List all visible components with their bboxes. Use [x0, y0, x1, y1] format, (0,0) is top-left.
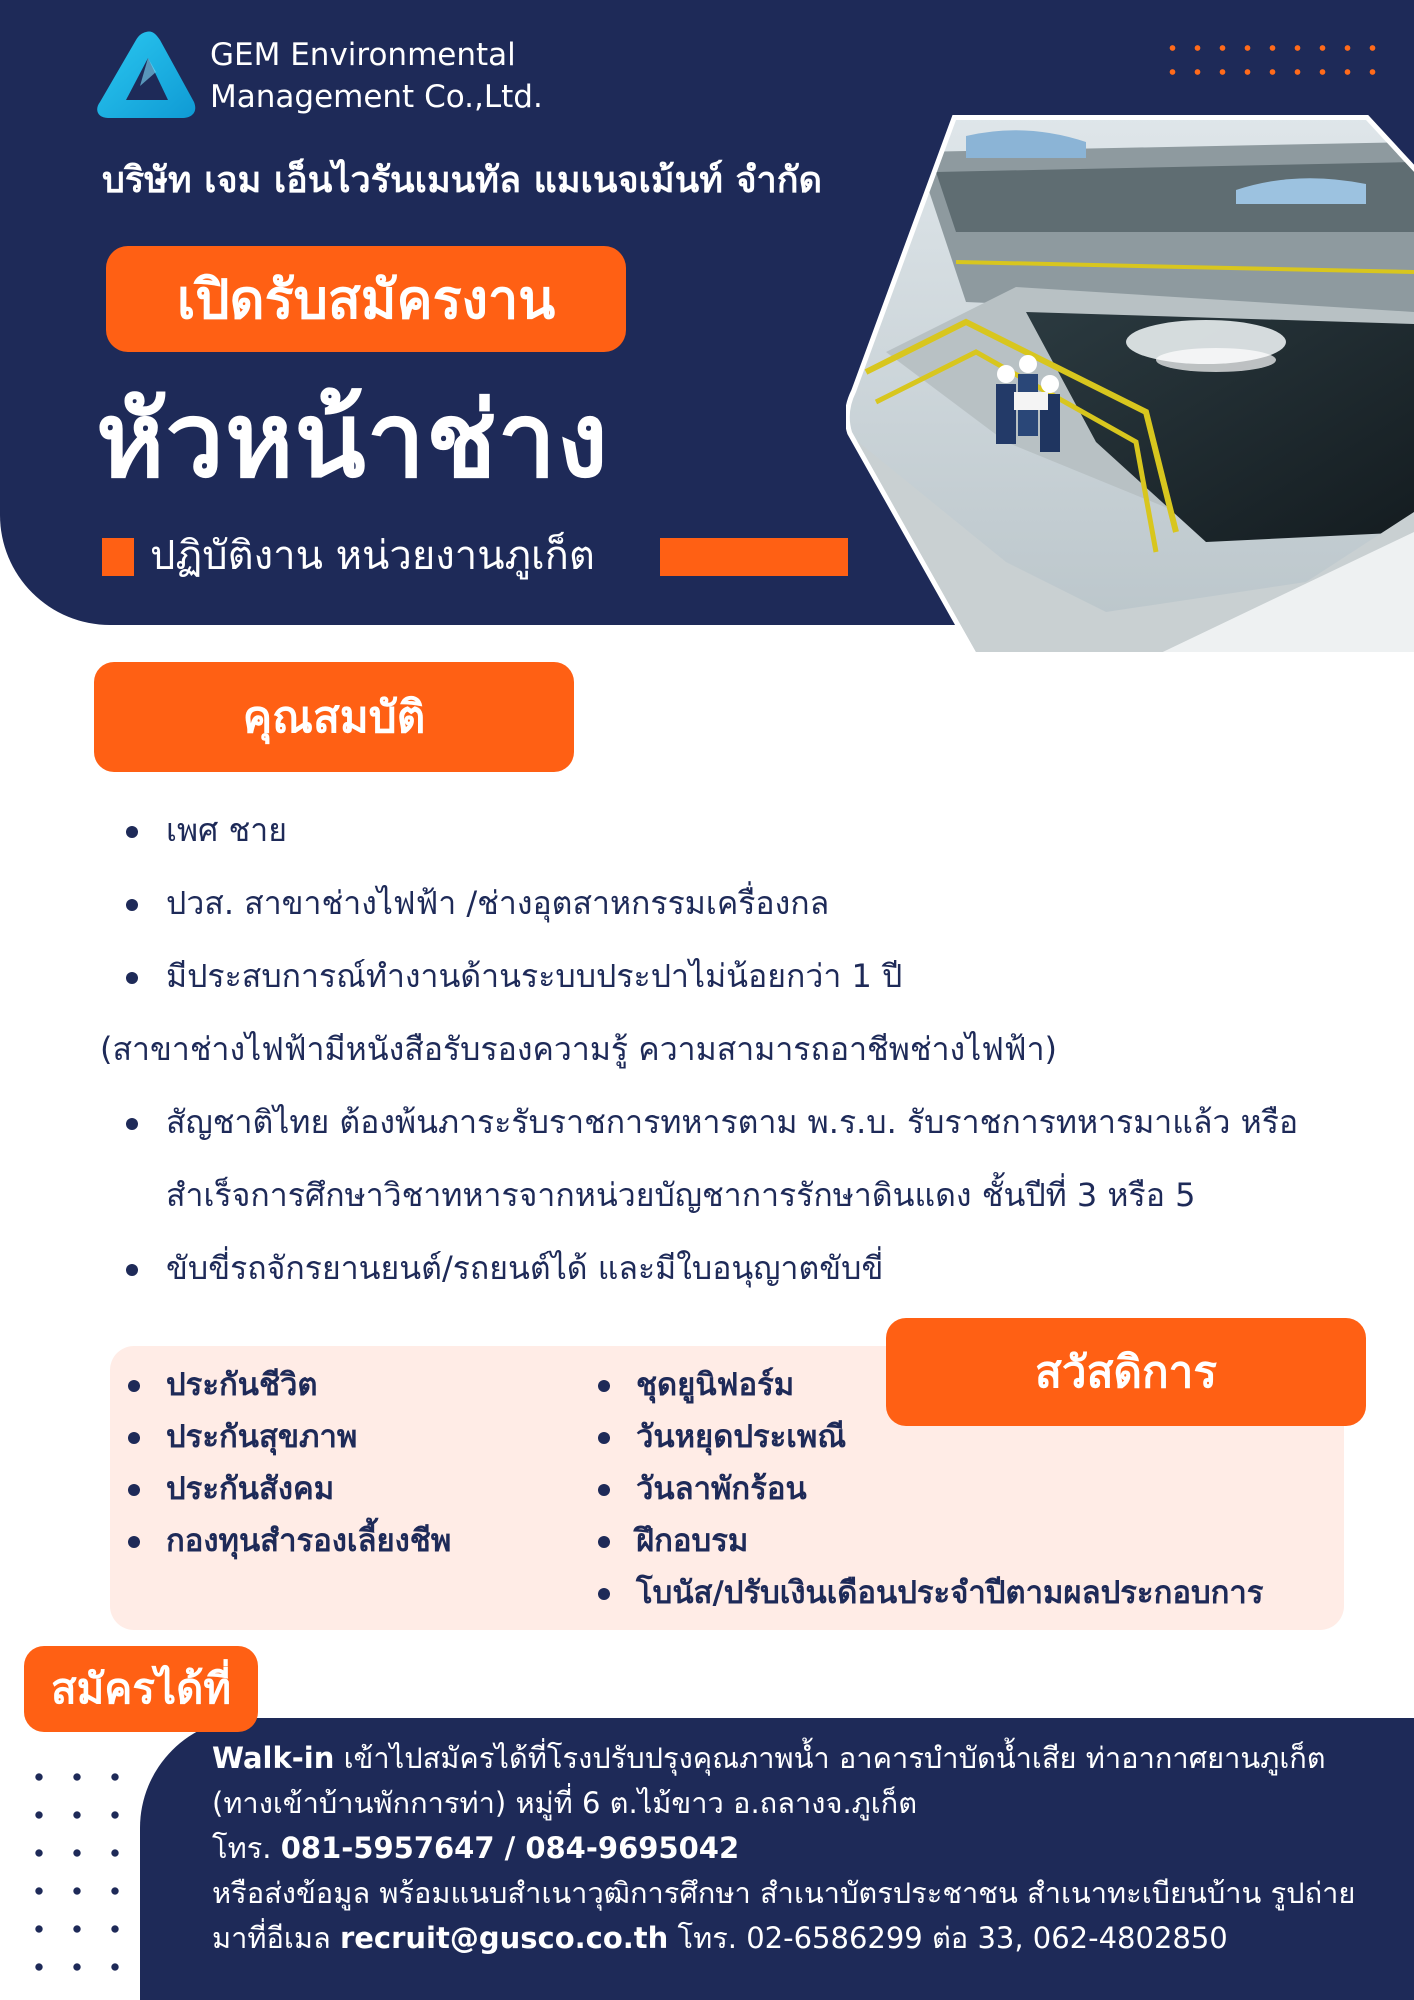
qualification-note-text: (สาขาช่างไฟฟ้ามีหนังสือรับรองความรู้ ความสามารถอาชีพช่างไฟฟ้า) [100, 1030, 1058, 1068]
email-link[interactable]: recruit@gusco.co.th [339, 1921, 669, 1955]
apply-email-line [212, 1916, 1402, 1961]
qualification-text: ปวส. สาขาช่างไฟฟ้า /ช่างอุตสาหกรรมเครื่องกล [166, 884, 830, 922]
company-name-en-line2: Management Co.,Ltd. [210, 79, 543, 115]
list-item [100, 1240, 1360, 1313]
list-item [100, 1094, 1360, 1167]
benefit-text: วันหยุดประเพณี [636, 1419, 847, 1455]
list-item [100, 875, 1360, 948]
email-phone: โทร. 02-6586299 ต่อ 33, 062-4802850 [668, 1921, 1228, 1955]
qualification-text: สัญชาติไทย ต้องพ้นภาระรับราชการทหารตาม พ.ร.บ. รับราชการทหารมาแล้ว หรือ [166, 1103, 1299, 1141]
location-marker [102, 538, 134, 576]
bullet-icon [128, 1484, 140, 1496]
email-prefix: มาที่อีเมล [212, 1921, 340, 1955]
bullet-icon [128, 1432, 140, 1444]
hiring-badge: เปิดรับสมัครงาน [106, 246, 626, 352]
apply-address-line: (ทางเข้าบ้านพักการท่า) หมู่ที่ 6 ต.ไม้ขาว อ.ถลางจ.ภูเก็ต [212, 1786, 918, 1820]
apply-phone-line [212, 1826, 1402, 1871]
decorative-dots-top [1160, 36, 1384, 76]
apply-details [212, 1736, 1402, 1961]
bullet-icon [126, 826, 138, 838]
benefit-text: ประกันสุขภาพ [166, 1419, 358, 1455]
location-accent-bar [660, 538, 848, 576]
list-item [100, 948, 1360, 1021]
qualification-text: ขับขี่รถจักรยานยนต์/รถยนต์ได้ และมีใบอนุญาตขับขี่ [166, 1249, 884, 1287]
qualification-note [100, 1021, 1360, 1094]
benefit-text: กองทุนสำรองเลี้ยงชีพ [166, 1523, 452, 1559]
bullet-icon [126, 1118, 138, 1130]
company-name-th: บริษัท เจม เอ็นไวรันเมนทัล แมเนจเม้นท์ จำกัด [102, 160, 822, 201]
walkin-label: Walk-in [212, 1741, 335, 1775]
walkin-address: เข้าไปสมัครได้ที่โรงปรับปรุงคุณภาพน้ำ อาคารบำบัดน้ำเสีย ท่าอากาศยานภูเก็ต [334, 1741, 1326, 1775]
company-name-en [210, 34, 543, 118]
benefit-text: โบนัส/ปรับเงินเดือนประจำปีตามผลประกอบการ [636, 1575, 1264, 1611]
work-location: ปฏิบัติงาน หน่วยงานภูเก็ต [150, 533, 595, 579]
bullet-icon [598, 1432, 610, 1444]
bullet-icon [126, 1264, 138, 1276]
benefit-text: ชุดยูนิฟอร์ม [636, 1367, 795, 1403]
apply-walkin-line [212, 1736, 1402, 1781]
apply-heading: สมัครได้ที่ [24, 1646, 258, 1732]
water-treatment-photo [846, 112, 1414, 660]
qualification-text: สำเร็จการศึกษาวิชาทหารจากหน่วยบัญชาการรักษาดินแดง ชั้นปีที่ 3 หรือ 5 [166, 1176, 1196, 1214]
decorative-dots-bottom [20, 1758, 130, 1998]
bullet-icon [126, 972, 138, 984]
benefit-text: ประกันสังคม [166, 1471, 335, 1507]
benefit-text: ฝึกอบรม [636, 1523, 749, 1559]
bullet-icon [598, 1588, 610, 1600]
bullet-icon [598, 1536, 610, 1548]
apply-documents-line: หรือส่งข้อมูล พร้อมแนบสำเนาวุฒิการศึกษา สำเนาบัตรประชาชน สำเนาทะเบียนบ้าน รูปถ่าย [212, 1876, 1356, 1910]
phone-label: โทร. [212, 1831, 272, 1865]
phone-numbers: 081-5957647 / 084-9695042 [280, 1831, 740, 1865]
triangle-logo-icon [96, 28, 198, 120]
bullet-icon [126, 899, 138, 911]
bullet-icon [128, 1380, 140, 1392]
list-item-continuation [100, 1167, 1360, 1240]
qualifications-heading: คุณสมบัติ [94, 662, 574, 772]
qualification-text: เพศ ชาย [166, 811, 287, 849]
bullet-icon [598, 1380, 610, 1392]
company-name-en-line1: GEM Environmental [210, 37, 516, 73]
bullet-icon [128, 1536, 140, 1548]
benefit-text: ประกันชีวิต [166, 1367, 318, 1403]
bullet-icon [598, 1484, 610, 1496]
benefits-heading: สวัสดิการ [886, 1318, 1366, 1426]
benefit-text: วันลาพักร้อน [636, 1471, 807, 1507]
list-item [100, 802, 1360, 875]
job-title: หัวหน้าช่าง [96, 379, 609, 501]
qualifications-list [100, 802, 1360, 1313]
qualification-text: มีประสบการณ์ทำงานด้านระบบประปาไม่น้อยกว่า 1 ปี [166, 957, 903, 995]
